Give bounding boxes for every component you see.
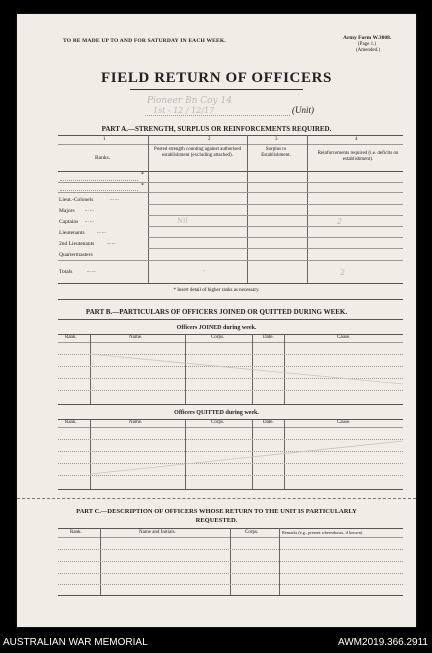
unit-handwriting: Pioneer Bn Coy 14 bbox=[147, 96, 232, 106]
footer-institution: AUSTRALIAN WAR MEMORIAL bbox=[3, 637, 148, 648]
row-rule-5 bbox=[148, 248, 403, 249]
col-number-1: 1 bbox=[103, 137, 106, 142]
row-rule-1 bbox=[148, 204, 403, 205]
part-c-col-corps: Corps. bbox=[245, 530, 259, 535]
part-b-rule bbox=[58, 319, 403, 320]
quitted-strike-through bbox=[90, 429, 403, 487]
form-id: Army Form W.3008. bbox=[343, 35, 392, 41]
unit-line bbox=[145, 115, 290, 116]
part-a-footnote: * Insert detail of higher ranks as necessary. bbox=[173, 288, 260, 293]
reinforcements-header: Reinforcements required (i.e. deficits on establishment). bbox=[317, 151, 399, 162]
perforation-line bbox=[17, 498, 416, 499]
joined-col-date: Date. bbox=[263, 335, 274, 340]
rank-lieutenants: Lieutenants bbox=[59, 230, 85, 236]
leader-dots-4: ... ... bbox=[97, 230, 106, 235]
joined-header-top bbox=[58, 334, 403, 335]
rank-2nd-lieutenants: 2nd Lieutenants bbox=[59, 241, 95, 247]
leader-dots-5: ... ... bbox=[107, 241, 116, 246]
amended-note: (Amended.) bbox=[356, 48, 381, 53]
rank-captains: Captains bbox=[59, 219, 79, 225]
totals-label: Totals bbox=[59, 269, 73, 275]
star-mark-2: * bbox=[141, 183, 144, 189]
totals-posted-handwriting: - bbox=[203, 266, 206, 275]
part-c-col-rank: Rank. bbox=[70, 530, 82, 535]
quitted-col-rank: Rank. bbox=[65, 420, 77, 425]
rank-quartermasters: Quartermasters bbox=[59, 252, 93, 258]
joined-col-corps: Corps. bbox=[211, 335, 225, 340]
star-mark-1: * bbox=[141, 172, 144, 178]
col-number-rule bbox=[58, 144, 403, 145]
row-rule-star-2 bbox=[58, 192, 403, 193]
row-rule-4 bbox=[148, 237, 403, 238]
part-c-heading: PART C.—DESCRIPTION OF OFFICERS WHOSE RETURN TO THE UNIT IS PARTICULARLY bbox=[76, 508, 357, 515]
joined-bottom-rule bbox=[58, 404, 403, 405]
part-a-bottom-rule bbox=[58, 283, 403, 284]
part-a-rule bbox=[58, 135, 403, 136]
joined-col-cause: Cause. bbox=[337, 335, 351, 340]
row-rule-3 bbox=[148, 226, 403, 227]
totals-reinf-handwriting: 2 bbox=[340, 268, 346, 277]
rank-lieut-colonels: Lieut.-Colonels bbox=[59, 197, 94, 203]
quitted-col-date: Date. bbox=[263, 420, 274, 425]
row-rule-star-1 bbox=[58, 182, 403, 183]
leader-dots-1: ... ... bbox=[110, 197, 119, 202]
joined-heading: Officers JOINED during week. bbox=[176, 325, 257, 331]
surplus-header: Surplus to Establishment. bbox=[261, 147, 291, 158]
lieutenants-posted-handwriting: Nil bbox=[177, 217, 188, 225]
row-rule-2 bbox=[148, 215, 403, 216]
quitted-header-bottom bbox=[58, 427, 403, 428]
part-b-heading: PART B.—PARTICULARS OF OFFICERS JOINED OR QUITTED DURING WEEK. bbox=[85, 308, 348, 316]
instruction-text: TO BE MADE UP TO AND FOR SATURDAY IN EACH WEEK. bbox=[63, 38, 226, 44]
part-c-col-remarks: Remarks (e.g., present whereabouts, if known) bbox=[282, 530, 363, 535]
col-number-4: 4 bbox=[355, 137, 358, 142]
quitted-col-cause: Cause. bbox=[337, 420, 351, 425]
joined-header-bottom bbox=[58, 342, 403, 343]
col-number-2: 2 bbox=[208, 137, 211, 142]
form-title: FIELD RETURN OF OFFICERS bbox=[101, 70, 332, 86]
joined-strike-through bbox=[90, 344, 403, 402]
leader-dots-3: ... ... bbox=[85, 219, 94, 224]
quitted-bottom-rule bbox=[58, 489, 403, 490]
quitted-col-name: Name. bbox=[129, 420, 143, 425]
col-number-3: 3 bbox=[275, 137, 278, 142]
part-a-footnote-rule bbox=[58, 299, 403, 300]
star-line-2 bbox=[60, 190, 138, 191]
quitted-header-top bbox=[58, 419, 403, 420]
row-rule-6 bbox=[58, 260, 403, 261]
joined-col-rank: Rank. bbox=[65, 335, 77, 340]
part-c-row-4 bbox=[58, 584, 403, 585]
quitted-heading: Officers QUITTED during week. bbox=[174, 410, 259, 416]
unit-date-handwriting: 1st - 12 / 12/17 bbox=[153, 106, 215, 115]
quitted-col-corps: Corps. bbox=[211, 420, 225, 425]
part-c-row-1 bbox=[58, 549, 403, 550]
unit-label: (Unit) bbox=[292, 105, 314, 115]
joined-col-name: Name. bbox=[129, 335, 143, 340]
title-underline bbox=[130, 89, 303, 90]
form-page bbox=[17, 14, 416, 627]
header-rule bbox=[58, 171, 403, 172]
footer-accession: AWM2019.366.2911 bbox=[337, 637, 428, 648]
part-c-bottom-rule bbox=[58, 595, 403, 596]
part-a-heading: PART A.—STRENGTH, SURPLUS OR REINFORCEMENTS REQUIRED. bbox=[101, 125, 332, 133]
rank-majors: Majors bbox=[59, 208, 75, 214]
lieutenants-reinf-handwriting: 2 bbox=[337, 217, 343, 226]
leader-dots-totals: ... ... bbox=[87, 269, 96, 274]
page-number: (Page 1.) bbox=[358, 42, 377, 47]
part-c-row-2 bbox=[58, 561, 403, 562]
part-c-heading-2: REQUESTED. bbox=[195, 517, 238, 524]
leader-dots-2: ... ... bbox=[85, 208, 94, 213]
ranks-header: Ranks. bbox=[95, 155, 111, 161]
posted-header: Posted strength counting against authorised establishment (excluding attached). bbox=[154, 147, 241, 158]
star-line-1 bbox=[60, 180, 138, 181]
part-c-col-name: Name and Initials. bbox=[139, 530, 176, 535]
part-c-row-3 bbox=[58, 573, 403, 574]
